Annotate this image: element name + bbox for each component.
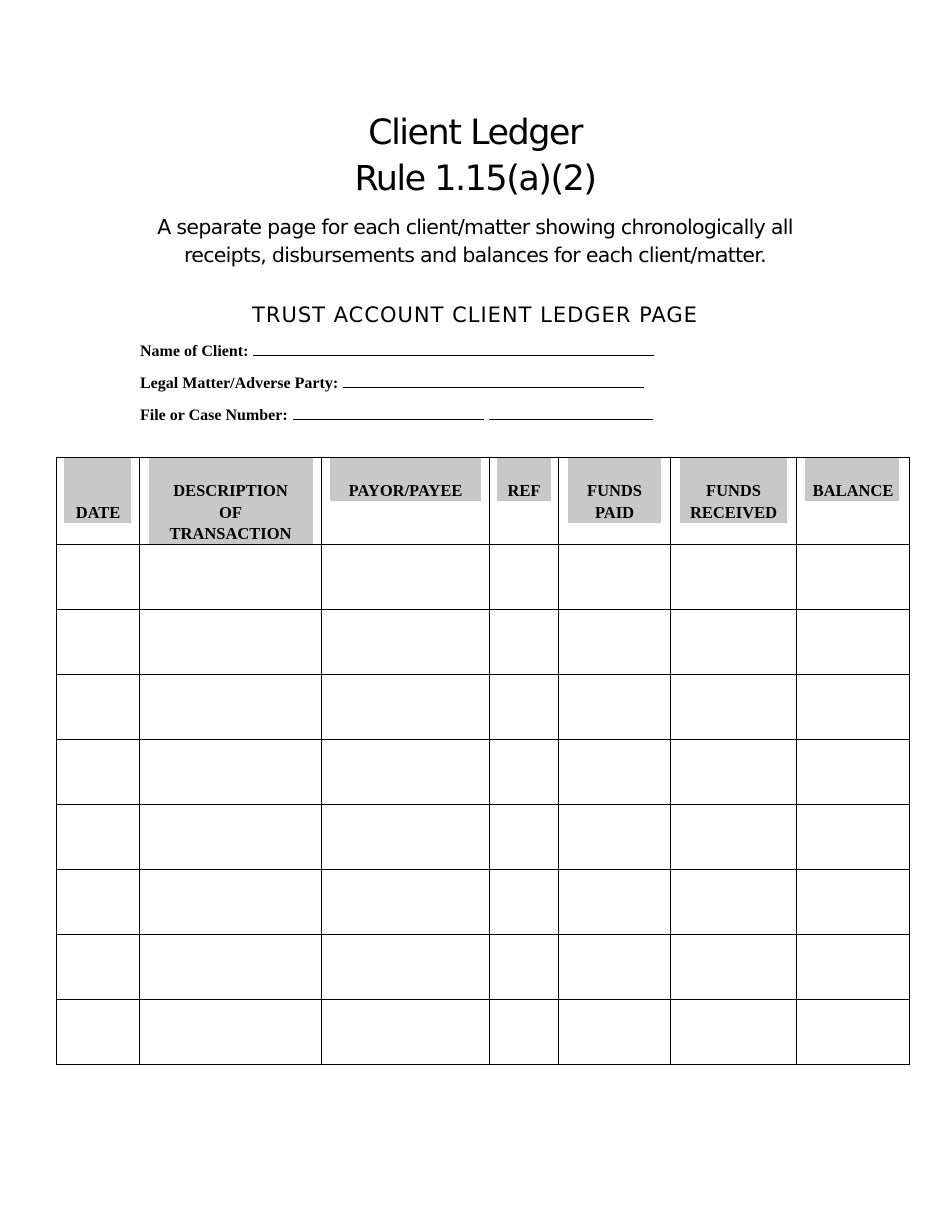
table-cell[interactable] (57, 740, 140, 805)
table-cell[interactable] (140, 675, 322, 740)
file-number-blank-2[interactable] (489, 405, 653, 420)
table-cell[interactable] (671, 935, 797, 1000)
table-cell[interactable] (797, 805, 910, 870)
table-cell[interactable] (671, 675, 797, 740)
table-cell[interactable] (140, 935, 322, 1000)
table-cell[interactable] (559, 935, 671, 1000)
table-header-row (57, 458, 910, 545)
file-number-field (140, 405, 653, 426)
table-cell[interactable] (322, 610, 490, 675)
header-text: DATE (75, 503, 121, 522)
rule-subtitle: Rule 1.15(a)(2) (354, 159, 596, 199)
table-cell[interactable] (559, 1000, 671, 1065)
header-text: FUNDS PAID (586, 481, 642, 522)
file-number-label: File or Case Number: (140, 407, 288, 424)
client-name-label: Name of Client: (140, 343, 249, 360)
table-cell[interactable] (57, 805, 140, 870)
header-text: PAYOR/PAYEE (348, 481, 463, 500)
column-header-ref (490, 458, 559, 545)
table-cell[interactable] (559, 870, 671, 935)
client-name-blank[interactable] (253, 341, 654, 356)
table-cell[interactable] (671, 870, 797, 935)
header-text: BALANCE (812, 481, 894, 500)
table-cell[interactable] (322, 740, 490, 805)
table-cell[interactable] (490, 935, 559, 1000)
table-cell[interactable] (490, 740, 559, 805)
header-text: REF (507, 481, 541, 500)
column-header-payor-payee (322, 458, 490, 545)
table-cell[interactable] (797, 675, 910, 740)
table-cell[interactable] (559, 610, 671, 675)
column-header-funds-received (671, 458, 797, 545)
table-cell[interactable] (57, 545, 140, 610)
column-header-date (57, 458, 140, 545)
table-row (57, 935, 910, 1000)
table-cell[interactable] (490, 870, 559, 935)
table-cell[interactable] (490, 610, 559, 675)
table-row (57, 740, 910, 805)
table-cell[interactable] (797, 740, 910, 805)
table-row (57, 610, 910, 675)
table-cell[interactable] (140, 545, 322, 610)
table-row (57, 1000, 910, 1065)
table-cell[interactable] (490, 805, 559, 870)
table-cell[interactable] (140, 610, 322, 675)
table-cell[interactable] (490, 675, 559, 740)
table-row (57, 545, 910, 610)
table-cell[interactable] (490, 545, 559, 610)
table-cell[interactable] (671, 1000, 797, 1065)
table-cell[interactable] (797, 935, 910, 1000)
table-cell[interactable] (57, 675, 140, 740)
table-cell[interactable] (322, 805, 490, 870)
table-cell[interactable] (322, 935, 490, 1000)
table-cell[interactable] (797, 1000, 910, 1065)
table-cell[interactable] (671, 740, 797, 805)
table-cell[interactable] (322, 545, 490, 610)
file-number-blank-1[interactable] (293, 405, 484, 420)
table-cell[interactable] (490, 1000, 559, 1065)
table-cell[interactable] (140, 1000, 322, 1065)
legal-matter-label: Legal Matter/Adverse Party: (140, 375, 339, 392)
table-row (57, 870, 910, 935)
table-cell[interactable] (671, 805, 797, 870)
table-row (57, 805, 910, 870)
table-cell[interactable] (57, 1000, 140, 1065)
table-row (57, 675, 910, 740)
legal-matter-blank[interactable] (343, 373, 644, 388)
table-cell[interactable] (140, 740, 322, 805)
table-cell[interactable] (797, 870, 910, 935)
ledger-body (57, 545, 910, 1065)
table-cell[interactable] (797, 545, 910, 610)
table-cell[interactable] (797, 610, 910, 675)
description (0, 213, 950, 269)
table-cell[interactable] (559, 675, 671, 740)
table-cell[interactable] (559, 805, 671, 870)
column-header-description (140, 458, 322, 545)
table-cell[interactable] (559, 545, 671, 610)
table-cell[interactable] (140, 805, 322, 870)
legal-matter-field (140, 373, 644, 394)
table-cell[interactable] (57, 610, 140, 675)
header-text: DESCRIPTION OF TRANSACTION (169, 481, 292, 543)
client-name-field (140, 341, 654, 362)
table-cell[interactable] (322, 870, 490, 935)
header-text: FUNDS RECEIVED (689, 481, 778, 522)
ledger-table (56, 457, 910, 1065)
table-cell[interactable] (57, 935, 140, 1000)
column-header-balance (797, 458, 910, 545)
table-cell[interactable] (322, 675, 490, 740)
page-title: Client Ledger (368, 113, 582, 153)
table-cell[interactable] (671, 545, 797, 610)
table-cell[interactable] (140, 870, 322, 935)
table-cell[interactable] (671, 610, 797, 675)
description-line-1: A separate page for each client/matter showing chronologically all (157, 215, 793, 239)
table-cell[interactable] (57, 870, 140, 935)
table-cell[interactable] (322, 1000, 490, 1065)
ledger-page-heading: TRUST ACCOUNT CLIENT LEDGER PAGE (252, 303, 698, 327)
table-cell[interactable] (559, 740, 671, 805)
column-header-funds-paid (559, 458, 671, 545)
description-line-2: receipts, disbursements and balances for each client/matter. (184, 243, 766, 267)
